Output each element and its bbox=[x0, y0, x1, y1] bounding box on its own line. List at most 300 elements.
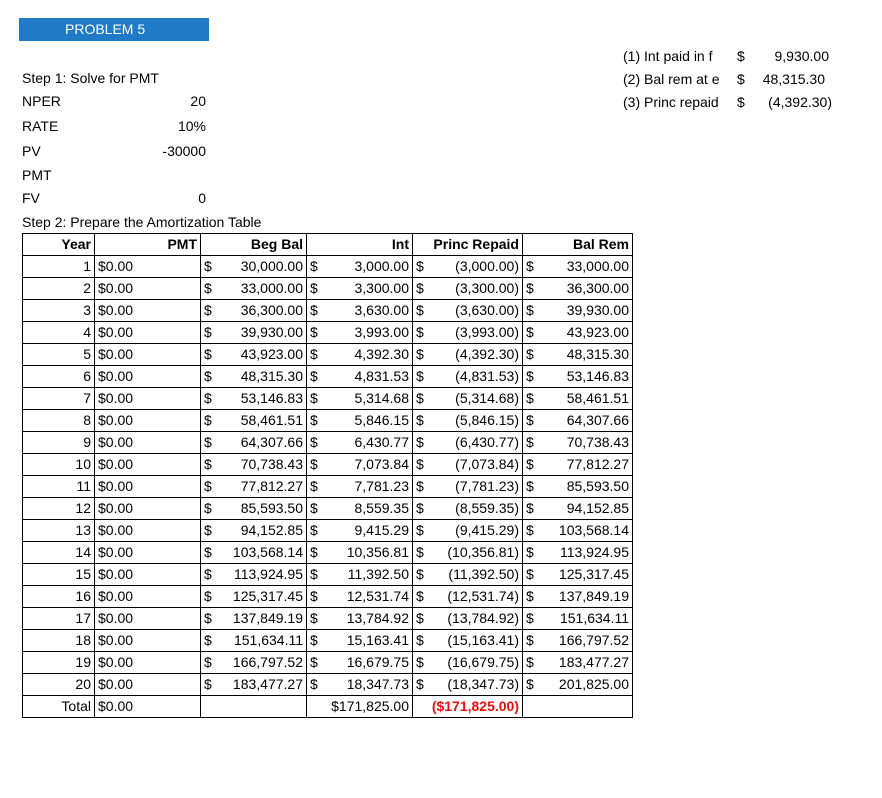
cell-value: 30,000.00 bbox=[240, 258, 303, 274]
cell-value: 15,163.41 bbox=[346, 632, 409, 648]
answer-2-label: (2) Bal rem at e bbox=[623, 71, 720, 87]
currency-symbol: $ bbox=[526, 302, 534, 318]
cell-int[interactable] bbox=[307, 322, 413, 344]
cell-year[interactable]: 15 bbox=[23, 564, 95, 586]
cell-year[interactable]: 3 bbox=[23, 300, 95, 322]
cell-year[interactable]: 2 bbox=[23, 278, 95, 300]
cell-value: 53,146.83 bbox=[566, 368, 629, 384]
table-row bbox=[23, 366, 633, 388]
currency-symbol: $ bbox=[416, 412, 424, 428]
cell-value: 5,314.68 bbox=[354, 390, 409, 406]
pv-value[interactable]: -30000 bbox=[162, 143, 206, 159]
currency-symbol: $ bbox=[204, 434, 212, 450]
cell-pmt[interactable]: $0.00 bbox=[95, 322, 201, 344]
cell-year[interactable]: 14 bbox=[23, 542, 95, 564]
cell-value: 166,797.52 bbox=[232, 654, 303, 670]
currency-symbol: $ bbox=[204, 500, 212, 516]
cell-int[interactable] bbox=[307, 630, 413, 652]
answer-1-currency: $ bbox=[737, 48, 745, 64]
fv-label: FV bbox=[22, 190, 40, 206]
cell-bal-rem[interactable] bbox=[523, 564, 633, 586]
cell-bal-rem[interactable] bbox=[523, 322, 633, 344]
answer-1-label: (1) Int paid in f bbox=[623, 48, 713, 64]
cell-value: 125,317.45 bbox=[558, 566, 629, 582]
cell-value: (3,630.00) bbox=[455, 302, 519, 318]
currency-symbol: $ bbox=[204, 368, 212, 384]
cell-int[interactable] bbox=[307, 674, 413, 696]
cell-value: 137,849.19 bbox=[232, 610, 303, 626]
currency-symbol: $ bbox=[416, 566, 424, 582]
total-label: Total bbox=[23, 696, 95, 718]
cell-value: 151,634.11 bbox=[233, 632, 303, 648]
answer-3-value: (4,392.30) bbox=[768, 94, 832, 110]
cell-princ-repaid[interactable] bbox=[413, 278, 523, 300]
cell-int[interactable] bbox=[307, 564, 413, 586]
cell-value: 183,477.27 bbox=[232, 676, 303, 692]
cell-value: 3,993.00 bbox=[354, 324, 409, 340]
cell-value: 125,317.45 bbox=[232, 588, 303, 604]
cell-bal-rem[interactable] bbox=[523, 542, 633, 564]
cell-year[interactable]: 11 bbox=[23, 476, 95, 498]
cell-year[interactable]: 8 bbox=[23, 410, 95, 432]
cell-princ-repaid[interactable] bbox=[413, 410, 523, 432]
cell-year[interactable]: 17 bbox=[23, 608, 95, 630]
cell-value: 4,831.53 bbox=[354, 368, 409, 384]
cell-year[interactable]: 16 bbox=[23, 586, 95, 608]
cell-int[interactable] bbox=[307, 652, 413, 674]
cell-value: (16,679.75) bbox=[447, 654, 519, 670]
cell-value: 4,392.30 bbox=[354, 346, 409, 362]
total-int[interactable]: $171,825.00 bbox=[307, 696, 413, 718]
cell-beg-bal[interactable] bbox=[201, 564, 307, 586]
cell-value: 3,630.00 bbox=[354, 302, 409, 318]
currency-symbol: $ bbox=[310, 544, 318, 560]
cell-value: 64,307.66 bbox=[566, 412, 629, 428]
currency-symbol: $ bbox=[310, 390, 318, 406]
cell-bal-rem[interactable] bbox=[523, 520, 633, 542]
cell-princ-repaid[interactable] bbox=[413, 542, 523, 564]
currency-symbol: $ bbox=[416, 522, 424, 538]
cell-beg-bal[interactable] bbox=[201, 366, 307, 388]
cell-int[interactable] bbox=[307, 476, 413, 498]
cell-princ-repaid[interactable] bbox=[413, 300, 523, 322]
cell-year[interactable]: 10 bbox=[23, 454, 95, 476]
cell-princ-repaid[interactable] bbox=[413, 608, 523, 630]
cell-value: 36,300.00 bbox=[566, 280, 629, 296]
cell-bal-rem[interactable] bbox=[523, 674, 633, 696]
cell-pmt[interactable]: $0.00 bbox=[95, 454, 201, 476]
cell-pmt[interactable]: $0.00 bbox=[95, 520, 201, 542]
cell-value: 70,738.43 bbox=[566, 434, 629, 450]
cell-int[interactable] bbox=[307, 344, 413, 366]
cell-beg-bal[interactable] bbox=[201, 520, 307, 542]
cell-beg-bal[interactable] bbox=[201, 454, 307, 476]
cell-value: 39,930.00 bbox=[240, 324, 303, 340]
cell-bal-rem[interactable] bbox=[523, 366, 633, 388]
cell-value: 85,593.50 bbox=[240, 500, 303, 516]
nper-label: NPER bbox=[22, 93, 61, 109]
answer-2-value: 48,315.30 bbox=[762, 71, 825, 87]
cell-year[interactable]: 7 bbox=[23, 388, 95, 410]
header-year: Year bbox=[23, 234, 95, 256]
currency-symbol: $ bbox=[526, 346, 534, 362]
cell-value: (13,784.92) bbox=[447, 610, 519, 626]
currency-symbol: $ bbox=[416, 280, 424, 296]
currency-symbol: $ bbox=[204, 324, 212, 340]
step2-title: Step 2: Prepare the Amortization Table bbox=[22, 214, 262, 230]
total-beg-bal[interactable] bbox=[201, 696, 307, 718]
table-row bbox=[23, 344, 633, 366]
cell-value: (9,415.29) bbox=[455, 522, 519, 538]
cell-value: 151,634.11 bbox=[559, 610, 629, 626]
cell-bal-rem[interactable] bbox=[523, 278, 633, 300]
cell-value: 7,781.23 bbox=[354, 478, 409, 494]
cell-value: 39,930.00 bbox=[566, 302, 629, 318]
cell-value: (8,559.35) bbox=[455, 500, 519, 516]
cell-princ-repaid[interactable] bbox=[413, 652, 523, 674]
cell-pmt[interactable]: $0.00 bbox=[95, 476, 201, 498]
currency-symbol: $ bbox=[310, 456, 318, 472]
table-row bbox=[23, 432, 633, 454]
currency-symbol: $ bbox=[526, 368, 534, 384]
cell-value: (7,781.23) bbox=[455, 478, 519, 494]
table-row bbox=[23, 652, 633, 674]
total-pmt[interactable]: $0.00 bbox=[95, 696, 201, 718]
currency-symbol: $ bbox=[310, 434, 318, 450]
currency-symbol: $ bbox=[204, 632, 212, 648]
currency-symbol: $ bbox=[310, 346, 318, 362]
total-row bbox=[23, 696, 633, 718]
cell-value: 7,073.84 bbox=[354, 456, 409, 472]
cell-pmt[interactable]: $0.00 bbox=[95, 344, 201, 366]
cell-year[interactable]: 9 bbox=[23, 432, 95, 454]
currency-symbol: $ bbox=[526, 566, 534, 582]
cell-beg-bal[interactable] bbox=[201, 256, 307, 278]
total-princ[interactable]: ($171,825.00) bbox=[413, 696, 523, 718]
cell-bal-rem[interactable] bbox=[523, 344, 633, 366]
cell-int[interactable] bbox=[307, 586, 413, 608]
cell-pmt[interactable]: $0.00 bbox=[95, 300, 201, 322]
cell-beg-bal[interactable] bbox=[201, 498, 307, 520]
cell-int[interactable] bbox=[307, 454, 413, 476]
currency-symbol: $ bbox=[526, 412, 534, 428]
cell-princ-repaid[interactable] bbox=[413, 256, 523, 278]
currency-symbol: $ bbox=[204, 280, 212, 296]
currency-symbol: $ bbox=[526, 500, 534, 516]
table-row bbox=[23, 520, 633, 542]
currency-symbol: $ bbox=[416, 346, 424, 362]
cell-int[interactable] bbox=[307, 520, 413, 542]
cell-bal-rem[interactable] bbox=[523, 498, 633, 520]
currency-symbol: $ bbox=[310, 566, 318, 582]
header-pmt: PMT bbox=[95, 234, 201, 256]
cell-int[interactable] bbox=[307, 388, 413, 410]
header-princ-repaid: Princ Repaid bbox=[413, 234, 523, 256]
currency-symbol: $ bbox=[310, 368, 318, 384]
cell-bal-rem[interactable] bbox=[523, 432, 633, 454]
currency-symbol: $ bbox=[526, 390, 534, 406]
currency-symbol: $ bbox=[416, 676, 424, 692]
cell-year[interactable]: 5 bbox=[23, 344, 95, 366]
cell-princ-repaid[interactable] bbox=[413, 564, 523, 586]
table-row bbox=[23, 476, 633, 498]
pmt-label: PMT bbox=[22, 167, 52, 183]
cell-value: 8,559.35 bbox=[354, 500, 409, 516]
table-row bbox=[23, 586, 633, 608]
currency-symbol: $ bbox=[204, 610, 212, 626]
currency-symbol: $ bbox=[416, 302, 424, 318]
cell-value: (10,356.81) bbox=[447, 544, 519, 560]
currency-symbol: $ bbox=[526, 478, 534, 494]
cell-pmt[interactable]: $0.00 bbox=[95, 630, 201, 652]
fv-value[interactable]: 0 bbox=[198, 190, 206, 206]
rate-value[interactable]: 10% bbox=[177, 118, 206, 134]
cell-value: (7,073.84) bbox=[455, 456, 519, 472]
cell-princ-repaid[interactable] bbox=[413, 498, 523, 520]
cell-int[interactable] bbox=[307, 498, 413, 520]
currency-symbol: $ bbox=[526, 544, 534, 560]
currency-symbol: $ bbox=[310, 258, 318, 274]
cell-value: 103,568.14 bbox=[232, 544, 303, 560]
cell-value: 5,846.15 bbox=[354, 412, 409, 428]
cell-princ-repaid[interactable] bbox=[413, 344, 523, 366]
cell-beg-bal[interactable] bbox=[201, 608, 307, 630]
currency-symbol: $ bbox=[416, 632, 424, 648]
cell-pmt[interactable]: $0.00 bbox=[95, 278, 201, 300]
cell-year[interactable]: 18 bbox=[23, 630, 95, 652]
currency-symbol: $ bbox=[416, 500, 424, 516]
total-bal-rem[interactable] bbox=[523, 696, 633, 718]
cell-year[interactable]: 6 bbox=[23, 366, 95, 388]
banner-title: PROBLEM 5 bbox=[65, 21, 146, 37]
cell-value: 13,784.92 bbox=[346, 610, 409, 626]
cell-value: (18,347.73) bbox=[447, 676, 519, 692]
cell-beg-bal[interactable] bbox=[201, 586, 307, 608]
cell-beg-bal[interactable] bbox=[201, 674, 307, 696]
currency-symbol: $ bbox=[416, 434, 424, 450]
currency-symbol: $ bbox=[310, 522, 318, 538]
cell-pmt[interactable]: $0.00 bbox=[95, 542, 201, 564]
cell-value: (3,993.00) bbox=[455, 324, 519, 340]
cell-bal-rem[interactable] bbox=[523, 256, 633, 278]
problem-banner bbox=[19, 18, 209, 41]
header-beg-bal: Beg Bal bbox=[201, 234, 307, 256]
cell-int[interactable] bbox=[307, 256, 413, 278]
cell-pmt[interactable]: $0.00 bbox=[95, 410, 201, 432]
rate-label: RATE bbox=[22, 118, 59, 134]
cell-value: (6,430.77) bbox=[455, 434, 519, 450]
cell-pmt[interactable]: $0.00 bbox=[95, 586, 201, 608]
table-row bbox=[23, 674, 633, 696]
cell-value: 33,000.00 bbox=[240, 280, 303, 296]
header-int: Int bbox=[307, 234, 413, 256]
currency-symbol: $ bbox=[310, 500, 318, 516]
cell-beg-bal[interactable] bbox=[201, 476, 307, 498]
cell-bal-rem[interactable] bbox=[523, 388, 633, 410]
cell-year[interactable]: 1 bbox=[23, 256, 95, 278]
cell-value: 64,307.66 bbox=[240, 434, 303, 450]
cell-value: (4,831.53) bbox=[455, 368, 519, 384]
cell-value: 33,000.00 bbox=[566, 258, 629, 274]
cell-pmt[interactable]: $0.00 bbox=[95, 674, 201, 696]
cell-year[interactable]: 19 bbox=[23, 652, 95, 674]
cell-bal-rem[interactable] bbox=[523, 454, 633, 476]
currency-symbol: $ bbox=[526, 522, 534, 538]
currency-symbol: $ bbox=[416, 478, 424, 494]
cell-princ-repaid[interactable] bbox=[413, 432, 523, 454]
table-row bbox=[23, 410, 633, 432]
cell-beg-bal[interactable] bbox=[201, 388, 307, 410]
step1-title: Step 1: Solve for PMT bbox=[22, 70, 159, 86]
header-bal-rem: Bal Rem bbox=[523, 234, 633, 256]
cell-value: 3,000.00 bbox=[354, 258, 409, 274]
cell-value: (4,392.30) bbox=[455, 346, 519, 362]
cell-value: 94,152.85 bbox=[240, 522, 303, 538]
cell-pmt[interactable]: $0.00 bbox=[95, 256, 201, 278]
currency-symbol: $ bbox=[204, 676, 212, 692]
cell-year[interactable]: 12 bbox=[23, 498, 95, 520]
table-row bbox=[23, 564, 633, 586]
table-body bbox=[23, 256, 633, 696]
currency-symbol: $ bbox=[416, 258, 424, 274]
cell-beg-bal[interactable] bbox=[201, 344, 307, 366]
cell-beg-bal[interactable] bbox=[201, 322, 307, 344]
cell-value: 48,315.30 bbox=[240, 368, 303, 384]
cell-princ-repaid[interactable] bbox=[413, 586, 523, 608]
table-row bbox=[23, 608, 633, 630]
cell-value: 53,146.83 bbox=[240, 390, 303, 406]
currency-symbol: $ bbox=[204, 522, 212, 538]
cell-int[interactable] bbox=[307, 542, 413, 564]
cell-princ-repaid[interactable] bbox=[413, 674, 523, 696]
currency-symbol: $ bbox=[526, 258, 534, 274]
answer-3-currency: $ bbox=[737, 94, 745, 110]
cell-value: 58,461.51 bbox=[240, 412, 303, 428]
currency-symbol: $ bbox=[526, 588, 534, 604]
currency-symbol: $ bbox=[310, 588, 318, 604]
cell-value: 94,152.85 bbox=[566, 500, 629, 516]
cell-value: 77,812.27 bbox=[566, 456, 629, 472]
cell-bal-rem[interactable] bbox=[523, 410, 633, 432]
cell-year[interactable]: 4 bbox=[23, 322, 95, 344]
cell-pmt[interactable]: $0.00 bbox=[95, 388, 201, 410]
cell-princ-repaid[interactable] bbox=[413, 388, 523, 410]
currency-symbol: $ bbox=[416, 654, 424, 670]
cell-value: 12,531.74 bbox=[346, 588, 409, 604]
cell-princ-repaid[interactable] bbox=[413, 322, 523, 344]
cell-bal-rem[interactable] bbox=[523, 476, 633, 498]
cell-bal-rem[interactable] bbox=[523, 586, 633, 608]
cell-princ-repaid[interactable] bbox=[413, 454, 523, 476]
cell-beg-bal[interactable] bbox=[201, 630, 307, 652]
cell-value: 77,812.27 bbox=[240, 478, 303, 494]
cell-int[interactable] bbox=[307, 432, 413, 454]
cell-value: 16,679.75 bbox=[346, 654, 409, 670]
amortization-table bbox=[22, 233, 633, 718]
table-row bbox=[23, 454, 633, 476]
currency-symbol: $ bbox=[416, 456, 424, 472]
cell-beg-bal[interactable] bbox=[201, 300, 307, 322]
cell-princ-repaid[interactable] bbox=[413, 630, 523, 652]
currency-symbol: $ bbox=[416, 588, 424, 604]
currency-symbol: $ bbox=[204, 588, 212, 604]
cell-value: (3,300.00) bbox=[455, 280, 519, 296]
cell-int[interactable] bbox=[307, 410, 413, 432]
currency-symbol: $ bbox=[204, 456, 212, 472]
cell-value: 85,593.50 bbox=[566, 478, 629, 494]
cell-value: 113,924.95 bbox=[559, 544, 629, 560]
cell-beg-bal[interactable] bbox=[201, 410, 307, 432]
table-row bbox=[23, 542, 633, 564]
cell-bal-rem[interactable] bbox=[523, 630, 633, 652]
currency-symbol: $ bbox=[310, 302, 318, 318]
cell-princ-repaid[interactable] bbox=[413, 476, 523, 498]
cell-pmt[interactable]: $0.00 bbox=[95, 564, 201, 586]
currency-symbol: $ bbox=[204, 390, 212, 406]
cell-value: 43,923.00 bbox=[566, 324, 629, 340]
cell-int[interactable] bbox=[307, 278, 413, 300]
cell-pmt[interactable]: $0.00 bbox=[95, 608, 201, 630]
cell-value: 9,415.29 bbox=[354, 522, 409, 538]
currency-symbol: $ bbox=[526, 456, 534, 472]
currency-symbol: $ bbox=[526, 324, 534, 340]
cell-value: 18,347.73 bbox=[346, 676, 409, 692]
cell-bal-rem[interactable] bbox=[523, 608, 633, 630]
cell-value: 36,300.00 bbox=[240, 302, 303, 318]
cell-pmt[interactable]: $0.00 bbox=[95, 432, 201, 454]
cell-value: 11,392.50 bbox=[347, 566, 409, 582]
cell-bal-rem[interactable] bbox=[523, 652, 633, 674]
cell-bal-rem[interactable] bbox=[523, 300, 633, 322]
cell-value: 43,923.00 bbox=[240, 346, 303, 362]
cell-value: 48,315.30 bbox=[566, 346, 629, 362]
currency-symbol: $ bbox=[204, 544, 212, 560]
cell-pmt[interactable]: $0.00 bbox=[95, 652, 201, 674]
cell-value: (15,163.41) bbox=[447, 632, 519, 648]
cell-value: 58,461.51 bbox=[566, 390, 629, 406]
cell-beg-bal[interactable] bbox=[201, 652, 307, 674]
cell-value: 137,849.19 bbox=[558, 588, 629, 604]
cell-int[interactable] bbox=[307, 300, 413, 322]
currency-symbol: $ bbox=[310, 478, 318, 494]
currency-symbol: $ bbox=[204, 346, 212, 362]
cell-value: 183,477.27 bbox=[558, 654, 629, 670]
cell-value: (12,531.74) bbox=[447, 588, 519, 604]
cell-beg-bal[interactable] bbox=[201, 432, 307, 454]
nper-value[interactable]: 20 bbox=[190, 93, 206, 109]
cell-pmt[interactable]: $0.00 bbox=[95, 366, 201, 388]
cell-beg-bal[interactable] bbox=[201, 278, 307, 300]
currency-symbol: $ bbox=[204, 566, 212, 582]
currency-symbol: $ bbox=[204, 654, 212, 670]
cell-year[interactable]: 20 bbox=[23, 674, 95, 696]
currency-symbol: $ bbox=[204, 478, 212, 494]
answer-3-label: (3) Princ repaid bbox=[623, 94, 719, 110]
currency-symbol: $ bbox=[310, 412, 318, 428]
currency-symbol: $ bbox=[310, 654, 318, 670]
cell-int[interactable] bbox=[307, 608, 413, 630]
cell-princ-repaid[interactable] bbox=[413, 366, 523, 388]
cell-princ-repaid[interactable] bbox=[413, 520, 523, 542]
cell-beg-bal[interactable] bbox=[201, 542, 307, 564]
cell-year[interactable]: 13 bbox=[23, 520, 95, 542]
currency-symbol: $ bbox=[416, 324, 424, 340]
currency-symbol: $ bbox=[416, 390, 424, 406]
cell-int[interactable] bbox=[307, 366, 413, 388]
cell-value: (11,392.50) bbox=[448, 566, 519, 582]
cell-pmt[interactable]: $0.00 bbox=[95, 498, 201, 520]
currency-symbol: $ bbox=[204, 412, 212, 428]
